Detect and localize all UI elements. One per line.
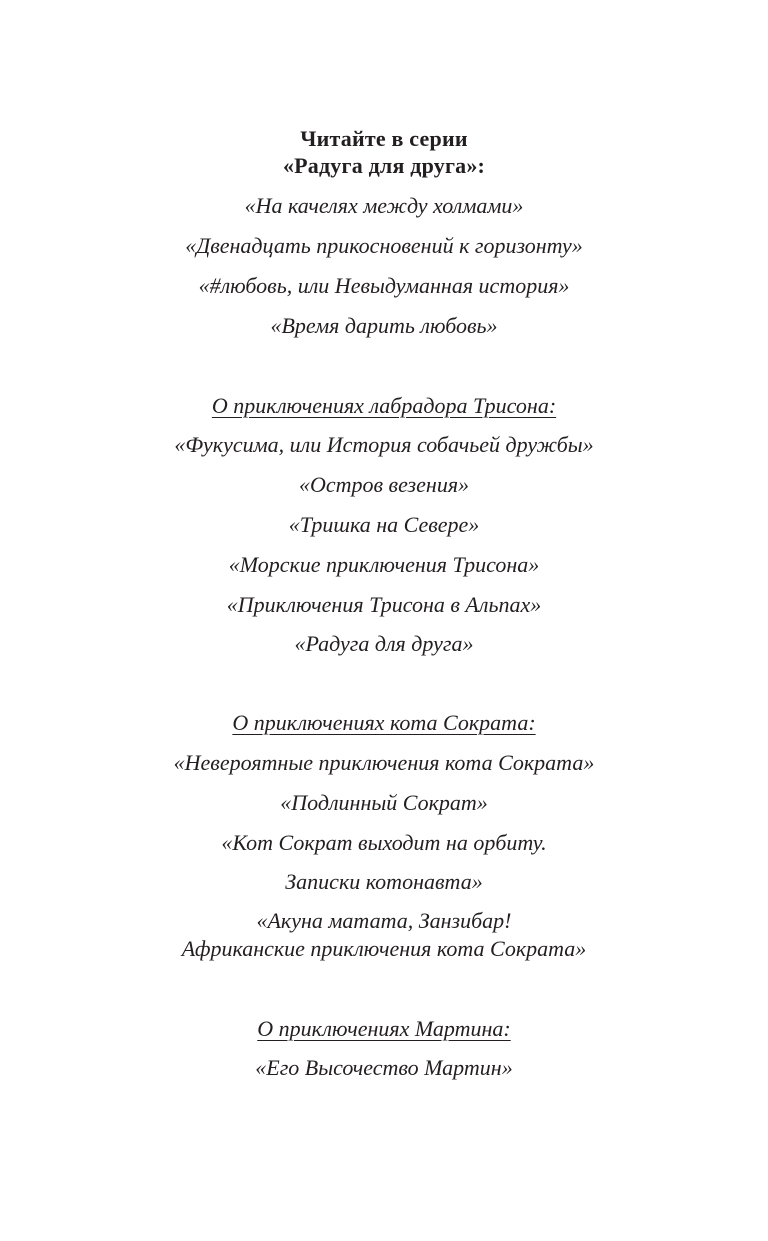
series-book-title: «Двенадцать прикосновений к горизонту» <box>185 233 583 258</box>
martin-book-title: «Его Высочество Мартин» <box>255 1055 513 1080</box>
socrates-book-title-cont: Африканские приключения кота Сократа» <box>181 936 587 961</box>
socrates-book-title: «Кот Сократ выходит на орбиту. <box>221 830 547 855</box>
section-header-martin <box>0 1016 768 1042</box>
series-book-title: «Время дарить любовь» <box>270 313 498 338</box>
trison-book-title: «Радуга для друга» <box>294 631 474 656</box>
socrates-book-title: «Подлинный Сократ» <box>280 790 488 815</box>
section-header-trison <box>0 393 768 419</box>
socrates-book-title: «Акуна матата, Занзибар! <box>256 908 512 933</box>
series-title-line-1: Читайте в серии <box>300 126 468 151</box>
section-header-label: О приключениях кота Сократа: <box>232 710 536 735</box>
series-title-line-2: «Радуга для друга»: <box>282 153 486 178</box>
section-header-socrates <box>0 710 768 736</box>
trison-book-title: «Морские приключения Трисона» <box>228 552 540 577</box>
section-header-label: О приключениях Мартина: <box>257 1016 511 1041</box>
socrates-book-title-cont: Записки котонавта» <box>285 869 483 894</box>
trison-book-title: «Остров везения» <box>298 472 470 497</box>
series-book-title: «На качелях между холмами» <box>244 193 524 218</box>
trison-book-title: «Приключения Трисона в Альпах» <box>226 592 542 617</box>
trison-book-title: «Тришка на Севере» <box>288 512 480 537</box>
socrates-book-title: «Невероятные приключения кота Сократа» <box>173 750 595 775</box>
trison-book-title: «Фукусима, или История собачьей дружбы» <box>174 432 594 457</box>
section-header-label: О приключениях лабрадора Трисона: <box>211 393 557 418</box>
series-book-title: «#любовь, или Невыдуманная история» <box>198 273 570 298</box>
